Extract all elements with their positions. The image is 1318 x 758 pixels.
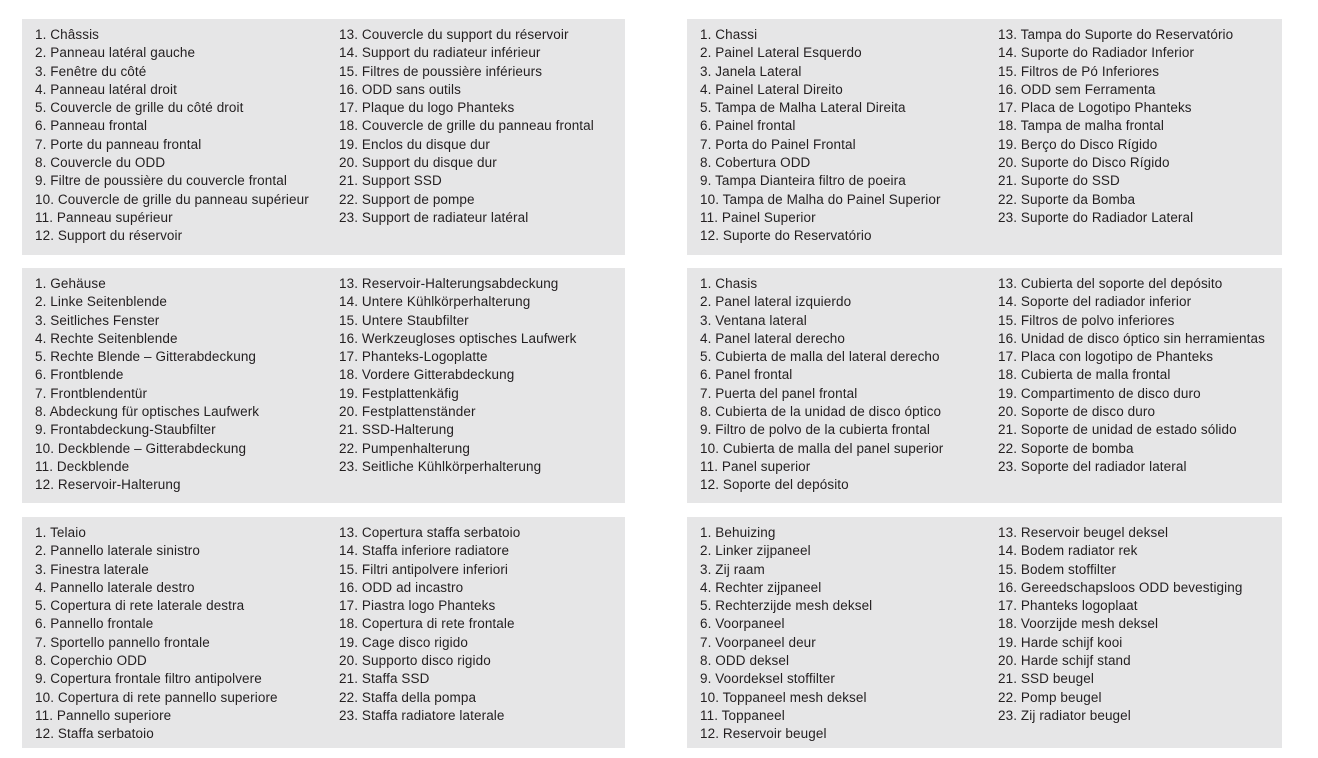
parts-list-french [22, 19, 625, 255]
parts-list-dutch [687, 517, 1282, 748]
part-item: 2. Linker zijpaneel [700, 543, 811, 559]
part-item: 16. Werkzeugloses optisches Laufwerk [339, 330, 577, 346]
part-item: 22. Suporte da Bomba [998, 191, 1136, 207]
part-item: 11. Toppaneel [700, 707, 785, 723]
part-item: 12. Staffa serbatoio [35, 726, 154, 742]
part-item: 1. Gehäuse [35, 276, 106, 291]
part-item: 9. Frontabdeckung-Staubfilter [35, 422, 216, 438]
part-item: 18. Couvercle de grille du panneau frontal [339, 118, 594, 134]
part-item: 13. Cubierta del soporte del depósito [998, 276, 1223, 291]
part-item: 11. Pannello superiore [35, 707, 172, 723]
part-item: 20. Support du disque dur [339, 155, 497, 171]
part-item: 7. Puerta del panel frontal [700, 385, 858, 401]
part-item: 13. Tampa do Suporte do Reservatório [998, 27, 1234, 42]
part-item: 17. Plaque du logo Phanteks [339, 100, 515, 116]
part-item: 5. Tampa de Malha Lateral Direita [700, 100, 906, 116]
part-item: 11. Panel superior [700, 458, 811, 474]
part-item: 9. Filtre de poussière du couvercle frontal [35, 173, 287, 189]
part-item: 14. Suporte do Radiador Inferior [998, 45, 1195, 61]
part-item: 4. Pannello laterale destro [35, 579, 195, 595]
parts-column-1 [35, 524, 339, 744]
part-item: 18. Vordere Gitterabdeckung [339, 367, 515, 383]
parts-column-1 [700, 275, 998, 495]
part-item: 19. Cage disco rigido [339, 634, 468, 650]
part-item: 2. Panel lateral izquierdo [700, 294, 852, 310]
part-item: 16. ODD sem Ferramenta [998, 81, 1156, 97]
part-item: 15. Bodem stoffilter [998, 561, 1117, 577]
part-item: 22. Pomp beugel [998, 689, 1102, 705]
parts-column-2 [998, 524, 1274, 744]
part-item: 21. Soporte de unidad de estado sólido [998, 422, 1237, 438]
part-item: 6. Pannello frontale [35, 616, 154, 632]
part-item: 9. Tampa Dianteira filtro de poeira [700, 173, 906, 189]
part-item: 14. Untere Kühlkörperhalterung [339, 294, 531, 310]
part-item: 7. Voorpaneel deur [700, 634, 816, 650]
part-item: 6. Painel frontal [700, 118, 796, 134]
part-item: 20. Soporte de disco duro [998, 404, 1156, 420]
part-item: 5. Rechte Blende – Gitterabdeckung [35, 349, 257, 365]
part-item: 2. Panneau latéral gauche [35, 45, 196, 61]
part-item: 22. Staffa della pompa [339, 689, 477, 705]
part-item: 9. Filtro de polvo de la cubierta frontal [700, 422, 930, 438]
parts-column-1 [700, 524, 998, 744]
part-item: 13. Reservoir beugel deksel [998, 525, 1169, 540]
part-item: 10. Cubierta de malla del panel superior [700, 440, 944, 456]
part-item: 13. Couvercle du support du réservoir [339, 27, 569, 42]
part-item: 3. Ventana lateral [700, 312, 807, 328]
part-item: 4. Rechter zijpaneel [700, 579, 822, 595]
part-item: 4. Panel lateral derecho [700, 330, 845, 346]
part-item: 16. ODD ad incastro [339, 579, 464, 595]
parts-column-2 [339, 26, 617, 246]
part-item: 5. Rechterzijde mesh deksel [700, 598, 873, 614]
part-item: 1. Châssis [35, 27, 100, 42]
part-item: 15. Filtri antipolvere inferiori [339, 561, 509, 577]
part-item: 8. ODD deksel [700, 653, 790, 669]
part-item: 8. Coperchio ODD [35, 653, 147, 669]
part-item: 19. Berço do Disco Rígido [998, 136, 1158, 152]
part-item: 12. Reservoir beugel [700, 726, 827, 742]
part-item: 11. Painel Superior [700, 209, 816, 225]
part-item: 21. Staffa SSD [339, 671, 430, 687]
part-item: 10. Toppaneel mesh deksel [700, 689, 867, 705]
part-item: 1. Telaio [35, 525, 86, 540]
part-item: 22. Support de pompe [339, 191, 475, 207]
part-item: 2. Pannello laterale sinistro [35, 543, 200, 559]
part-item: 21. SSD-Halterung [339, 422, 455, 438]
part-item: 17. Placa con logotipo de Phanteks [998, 349, 1214, 365]
part-item: 23. Support de radiateur latéral [339, 209, 529, 225]
part-item: 15. Filtros de polvo inferiores [998, 312, 1175, 328]
part-item: 10. Tampa de Malha do Painel Superior [700, 191, 941, 207]
part-item: 18. Voorzijde mesh deksel [998, 616, 1159, 632]
part-item: 3. Janela Lateral [700, 63, 802, 79]
part-item: 10. Couvercle de grille du panneau supérieur [35, 191, 309, 207]
part-item: 10. Copertura di rete pannello superiore [35, 689, 278, 705]
part-item: 20. Supporto disco rigido [339, 653, 491, 669]
part-item: 23. Soporte del radiador lateral [998, 458, 1187, 474]
part-item: 16. Gereedschapsloos ODD bevestiging [998, 579, 1243, 595]
parts-column-2 [998, 275, 1274, 495]
part-item: 1. Chasis [700, 276, 758, 291]
part-item: 9. Voordeksel stoffilter [700, 671, 835, 687]
part-item: 16. Unidad de disco óptico sin herramientas [998, 330, 1265, 346]
part-item: 16. ODD sans outils [339, 81, 461, 97]
part-item: 13. Reservoir-Halterungsabdeckung [339, 276, 559, 291]
part-item: 19. Harde schijf kooi [998, 634, 1123, 650]
part-item: 5. Cubierta de malla del lateral derecho [700, 349, 940, 365]
part-item: 23. Staffa radiatore laterale [339, 707, 505, 723]
part-item: 14. Bodem radiator rek [998, 543, 1138, 559]
part-item: 7. Sportello pannello frontale [35, 634, 210, 650]
part-item: 5. Copertura di rete laterale destra [35, 598, 245, 614]
part-item: 11. Panneau supérieur [35, 209, 173, 225]
part-item: 18. Copertura di rete frontale [339, 616, 515, 632]
parts-columns [22, 19, 625, 246]
parts-columns [687, 19, 1282, 246]
part-item: 12. Reservoir-Halterung [35, 477, 181, 493]
part-item: 4. Panneau latéral droit [35, 81, 177, 97]
part-item: 23. Seitliche Kühlkörperhalterung [339, 458, 542, 474]
part-item: 8. Couvercle du ODD [35, 155, 166, 171]
part-item: 8. Abdeckung für optisches Laufwerk [35, 404, 260, 420]
part-item: 6. Voorpaneel [700, 616, 785, 632]
part-item: 11. Deckblende [35, 458, 130, 474]
part-item: 18. Tampa de malha frontal [998, 118, 1164, 134]
part-item: 15. Filtres de poussière inférieurs [339, 63, 543, 79]
part-item: 20. Harde schijf stand [998, 653, 1131, 669]
part-item: 19. Compartimento de disco duro [998, 385, 1201, 401]
part-item: 21. Suporte do SSD [998, 173, 1120, 189]
part-item: 9. Copertura frontale filtro antipolvere [35, 671, 262, 687]
part-item: 20. Suporte do Disco Rígido [998, 155, 1170, 171]
part-item: 17. Phanteks logoplaat [998, 598, 1138, 614]
part-item: 2. Linke Seitenblende [35, 294, 167, 310]
parts-list-portuguese [687, 19, 1282, 255]
part-item: 20. Festplattenständer [339, 404, 476, 420]
part-item: 15. Filtros de Pó Inferiores [998, 63, 1160, 79]
part-item: 19. Enclos du disque dur [339, 136, 490, 152]
part-item: 15. Untere Staubfilter [339, 312, 469, 328]
part-item: 17. Piastra logo Phanteks [339, 598, 496, 614]
part-item: 6. Panel frontal [700, 367, 793, 383]
parts-column-2 [998, 26, 1274, 246]
parts-column-1 [35, 26, 339, 246]
parts-list-italian [22, 517, 625, 748]
part-item: 7. Frontblendentür [35, 385, 148, 401]
part-item: 12. Support du réservoir [35, 228, 183, 244]
part-item: 22. Soporte de bomba [998, 440, 1134, 456]
part-item: 4. Rechte Seitenblende [35, 330, 178, 346]
parts-column-2 [339, 524, 617, 744]
part-item: 3. Finestra laterale [35, 561, 149, 577]
part-item: 7. Porte du panneau frontal [35, 136, 202, 152]
parts-list-spanish [687, 268, 1282, 503]
part-item: 17. Phanteks-Logoplatte [339, 349, 488, 365]
part-item: 12. Soporte del depósito [700, 477, 849, 493]
parts-columns [22, 517, 625, 744]
part-item: 6. Frontblende [35, 367, 124, 383]
parts-column-1 [700, 26, 998, 246]
part-item: 14. Soporte del radiador inferior [998, 294, 1192, 310]
part-item: 14. Staffa inferiore radiatore [339, 543, 510, 559]
parts-columns [687, 268, 1282, 495]
part-item: 12. Suporte do Reservatório [700, 228, 872, 244]
part-item: 17. Placa de Logotipo Phanteks [998, 100, 1192, 116]
part-item: 8. Cubierta de la unidad de disco óptico [700, 404, 942, 420]
part-item: 2. Painel Lateral Esquerdo [700, 45, 862, 61]
part-item: 8. Cobertura ODD [700, 155, 811, 171]
parts-column-2 [339, 275, 617, 495]
part-item: 1. Chassi [700, 27, 758, 42]
part-item: 1. Behuizing [700, 525, 776, 540]
parts-columns [687, 517, 1282, 744]
part-item: 3. Fenêtre du côté [35, 63, 147, 79]
part-item: 21. Support SSD [339, 173, 442, 189]
parts-columns [22, 268, 625, 495]
part-item: 6. Panneau frontal [35, 118, 148, 134]
parts-list-german [22, 268, 625, 503]
part-item: 3. Seitliches Fenster [35, 312, 160, 328]
parts-column-1 [35, 275, 339, 495]
part-item: 3. Zij raam [700, 561, 765, 577]
part-item: 5. Couvercle de grille du côté droit [35, 100, 244, 116]
part-item: 4. Painel Lateral Direito [700, 81, 843, 97]
part-item: 7. Porta do Painel Frontal [700, 136, 856, 152]
part-item: 23. Zij radiator beugel [998, 707, 1131, 723]
part-item: 10. Deckblende – Gitterabdeckung [35, 440, 247, 456]
part-item: 23. Suporte do Radiador Lateral [998, 209, 1194, 225]
part-item: 21. SSD beugel [998, 671, 1094, 687]
part-item: 18. Cubierta de malla frontal [998, 367, 1171, 383]
part-item: 22. Pumpenhalterung [339, 440, 470, 456]
part-item: 13. Copertura staffa serbatoio [339, 525, 521, 540]
part-item: 19. Festplattenkäfig [339, 385, 459, 401]
part-item: 14. Support du radiateur inférieur [339, 45, 541, 61]
